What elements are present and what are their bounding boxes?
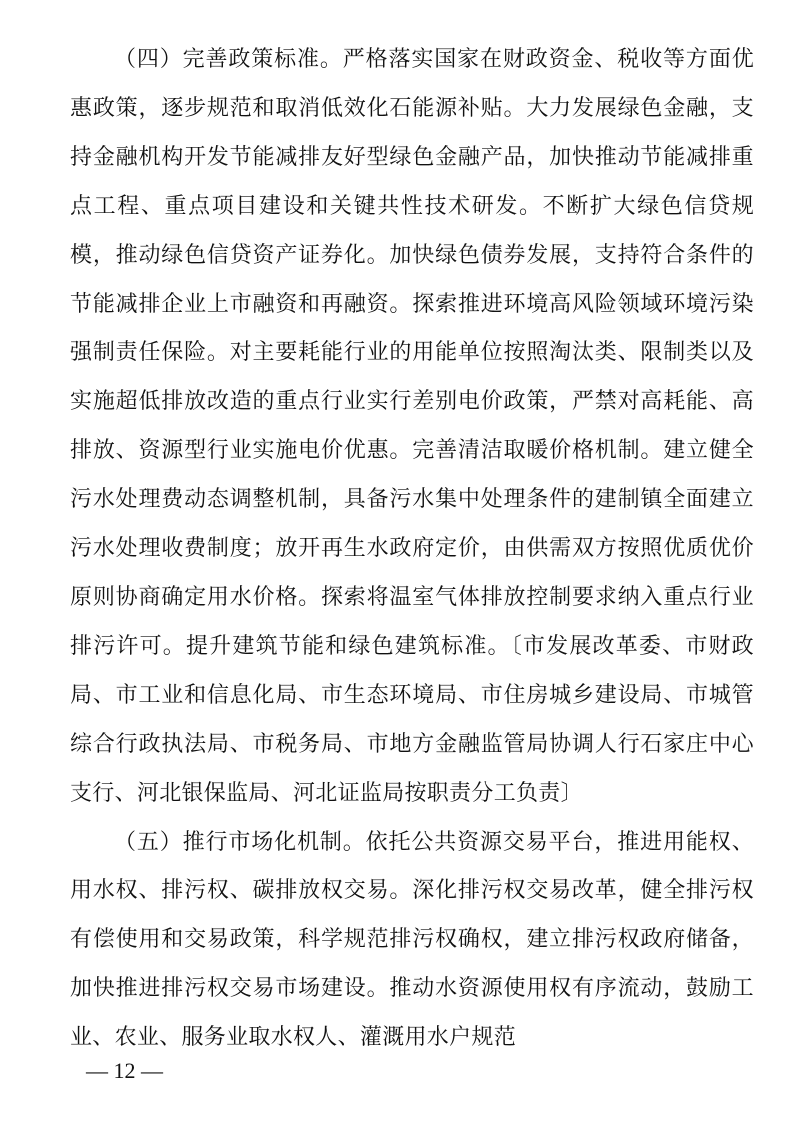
paragraph-market-mechanism — [70, 819, 754, 1064]
page-number: — 12 — — [86, 1058, 163, 1083]
document-page — [70, 36, 754, 1063]
paragraph-body: 依托公共资源交易平台，推进用能权、用水权、排污权、碳排放权交易。深化排污权交易改革，健全排污权有偿使用和交易政策，科学规范排污权确权，建立排污权政府储备，加快推进排污权交易市场建设。推动水资源使用权有序流动，鼓励工业、农业、服务业取水权人、灌溉用水户规范 — [70, 829, 754, 1051]
paragraph-heading: （四）完善政策标准。 — [114, 47, 343, 72]
paragraph-heading: （五）推行市场化机制。 — [114, 829, 366, 855]
paragraph-policy-standards — [70, 36, 754, 819]
paragraph-body: 严格落实国家在财政资金、税收等方面优惠政策，逐步规范和取消低效化石能源补贴。大力发展绿色金融，支持金融机构开发节能减排友好型绿色金融产品，加快推动节能减排重点工程、重点项目建设和关键共性技术研发。不断扩大绿色信贷规模，推动绿色信贷资产证券化。加快绿色债券发展，支持符合条件的节能减排企业上市融资和再融资。探索推进环境高风险领域环境污染强制责任保险。对主要耗能行业的用能单位按照淘汰类、限制类以及实施超低排放改造的重点行业实行差别电价政策，严禁对高耗能、高排放、资源型行业实施电价优惠。完善清洁取暖价格机制。建立健全污水处理费动态调整机制，具备污水集中处理条件的建制镇全面建立污水处理收费制度；放开再生水政府定价，由供需双方按照优质优价原则协商确定用水价格。探索将温室气体排放控制要求纳入重点行业排污许可。提升建筑节能和绿色建筑标准。〔市发展改革委、市财政局、市工业和信息化局、市生态环境局、市住房城乡建设局、市城管综合行政执法局、市税务局、市地方金融监管局协调人行石家庄中心支行、河北银保监局、河北证监局按职责分工负责〕 — [70, 47, 754, 806]
